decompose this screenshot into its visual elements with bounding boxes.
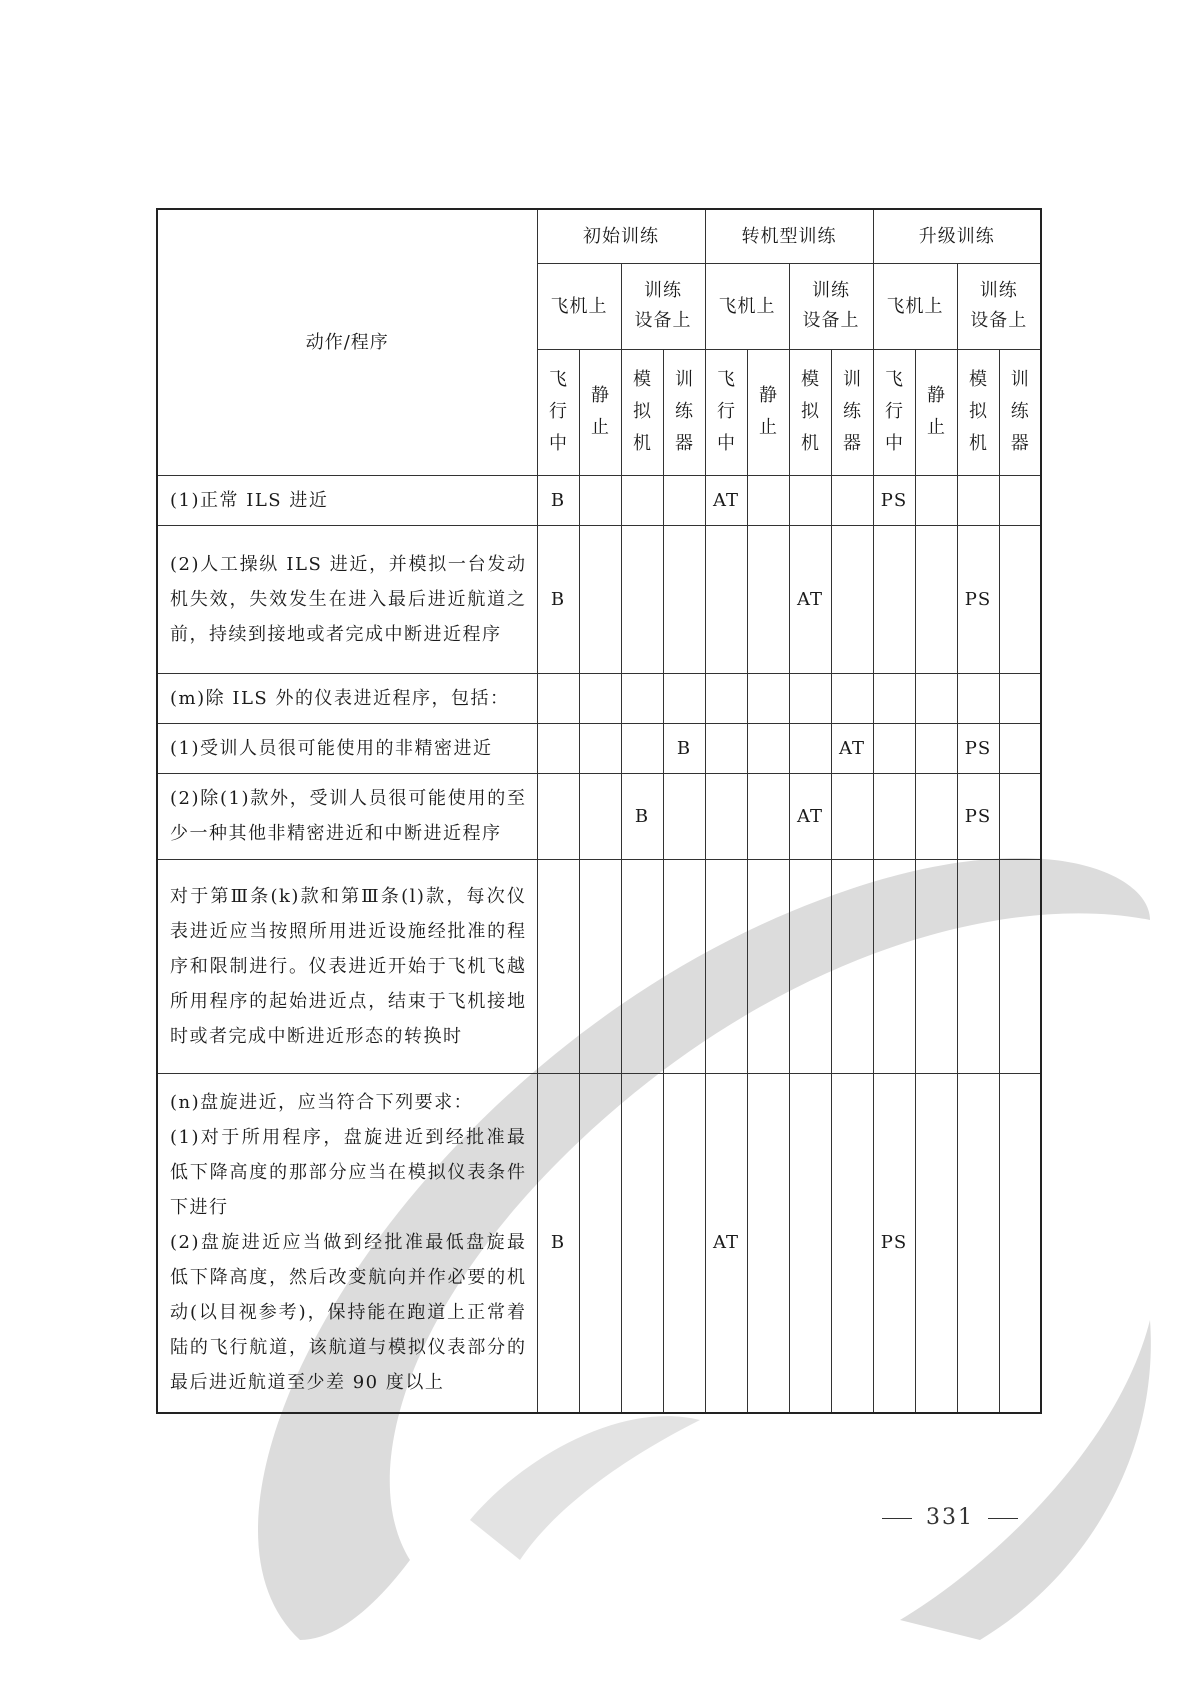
mark-cell bbox=[957, 475, 999, 525]
subheader-training-device bbox=[789, 263, 873, 349]
subheader-device-line: 设备上 bbox=[970, 310, 1028, 331]
leaf-header: 飞 行 中 bbox=[873, 349, 915, 475]
mark-cell bbox=[831, 773, 873, 859]
mark-cell bbox=[747, 859, 789, 1073]
action-cell bbox=[157, 1073, 537, 1413]
mark-cell bbox=[831, 673, 873, 723]
leaf-header: 静 止 bbox=[915, 349, 957, 475]
mark-cell bbox=[579, 723, 621, 773]
mark-cell: B bbox=[621, 773, 663, 859]
mark-cell bbox=[579, 475, 621, 525]
mark-cell bbox=[873, 859, 915, 1073]
mark-cell: B bbox=[537, 475, 579, 525]
mark-cell bbox=[747, 475, 789, 525]
mark-cell bbox=[831, 525, 873, 673]
mark-cell: AT bbox=[789, 525, 831, 673]
mark-cell bbox=[705, 859, 747, 1073]
leaf-header: 模 拟 机 bbox=[789, 349, 831, 475]
mark-cell bbox=[915, 525, 957, 673]
subheader-device-line: 训练 bbox=[812, 280, 850, 301]
mark-cell: PS bbox=[873, 1073, 915, 1413]
mark-cell: PS bbox=[957, 773, 999, 859]
action-column-header: 动作/程序 bbox=[157, 209, 537, 475]
training-table bbox=[156, 208, 1042, 1414]
mark-cell bbox=[915, 1073, 957, 1413]
mark-cell bbox=[789, 859, 831, 1073]
leaf-header: 飞 行 中 bbox=[537, 349, 579, 475]
group-header-initial: 初始训练 bbox=[537, 209, 705, 263]
mark-cell bbox=[705, 525, 747, 673]
mark-cell: AT bbox=[831, 723, 873, 773]
mark-cell bbox=[705, 723, 747, 773]
mark-cell bbox=[999, 475, 1041, 525]
leaf-header: 模 拟 机 bbox=[957, 349, 999, 475]
subheader-device-line: 训练 bbox=[979, 280, 1018, 301]
mark-cell bbox=[579, 1073, 621, 1413]
mark-cell bbox=[747, 525, 789, 673]
mark-cell bbox=[999, 673, 1041, 723]
mark-cell bbox=[579, 773, 621, 859]
mark-cell bbox=[957, 1073, 999, 1413]
leaf-header: 训 练 器 bbox=[663, 349, 705, 475]
mark-cell bbox=[999, 859, 1041, 1073]
mark-cell: AT bbox=[789, 773, 831, 859]
mark-cell bbox=[621, 525, 663, 673]
action-cell: (1)正常 ILS 进近 bbox=[157, 475, 537, 525]
mark-cell bbox=[999, 723, 1041, 773]
mark-cell bbox=[621, 859, 663, 1073]
subheader-device-line: 设备上 bbox=[802, 310, 860, 331]
mark-cell bbox=[663, 673, 705, 723]
action-cell: (2)人工操纵 ILS 进近，并模拟一台发动机失效，失效发生在进入最后进近航道之前，持续到接地或者完成中断进近程序 bbox=[157, 525, 537, 673]
mark-cell: B bbox=[537, 1073, 579, 1413]
leaf-header: 飞 行 中 bbox=[705, 349, 747, 475]
mark-cell bbox=[747, 1073, 789, 1413]
table-row bbox=[157, 859, 1041, 1073]
table-row bbox=[157, 1073, 1041, 1413]
mark-cell: PS bbox=[957, 723, 999, 773]
mark-cell bbox=[663, 525, 705, 673]
leaf-header: 模 拟 机 bbox=[621, 349, 663, 475]
mark-cell bbox=[663, 1073, 705, 1413]
mark-cell bbox=[915, 475, 957, 525]
mark-cell bbox=[747, 673, 789, 723]
action-line: (n)盘旋进近，应当符合下列要求： bbox=[170, 1092, 474, 1114]
mark-cell: AT bbox=[705, 1073, 747, 1413]
leaf-header: 静 止 bbox=[747, 349, 789, 475]
mark-cell bbox=[915, 723, 957, 773]
mark-cell bbox=[915, 859, 957, 1073]
mark-cell bbox=[831, 859, 873, 1073]
mark-cell bbox=[747, 773, 789, 859]
mark-cell bbox=[915, 673, 957, 723]
subheader-aircraft: 飞机上 bbox=[873, 263, 957, 349]
mark-cell: PS bbox=[873, 475, 915, 525]
mark-cell bbox=[789, 475, 831, 525]
leaf-header: 静 止 bbox=[579, 349, 621, 475]
leaf-header: 训 练 器 bbox=[999, 349, 1041, 475]
table-row bbox=[157, 773, 1041, 859]
action-cell: (1)受训人员很可能使用的非精密进近 bbox=[157, 723, 537, 773]
mark-cell bbox=[705, 773, 747, 859]
mark-cell: B bbox=[663, 723, 705, 773]
action-cell: (2)除(1)款外，受训人员很可能使用的至少一种其他非精密进近和中断进近程序 bbox=[157, 773, 537, 859]
subheader-device-line: 训练 bbox=[644, 280, 682, 301]
mark-cell bbox=[873, 723, 915, 773]
mark-cell bbox=[789, 1073, 831, 1413]
action-line: (2)盘旋进近应当做到经批准最低盘旋最低下降高度，然后改变航向并作必要的机动(以目视参考)，保持能在跑道上正常着陆的飞行航道，该航道与模拟仪表部分的最后进近航道至少差 90 度以上 bbox=[170, 1232, 527, 1394]
table-row bbox=[157, 723, 1041, 773]
mark-cell: B bbox=[537, 525, 579, 673]
mark-cell bbox=[747, 723, 789, 773]
mark-cell bbox=[621, 475, 663, 525]
mark-cell bbox=[579, 859, 621, 1073]
mark-cell bbox=[999, 773, 1041, 859]
page-number: 331 bbox=[860, 1505, 1040, 1530]
mark-cell bbox=[537, 723, 579, 773]
table-row bbox=[157, 673, 1041, 723]
subheader-aircraft: 飞机上 bbox=[537, 263, 621, 349]
subheader-device-line: 设备上 bbox=[634, 310, 692, 331]
action-cell: (m)除 ILS 外的仪表进近程序，包括： bbox=[157, 673, 537, 723]
mark-cell bbox=[537, 673, 579, 723]
mark-cell bbox=[663, 475, 705, 525]
mark-cell bbox=[621, 673, 663, 723]
mark-cell bbox=[915, 773, 957, 859]
mark-cell bbox=[789, 723, 831, 773]
mark-cell bbox=[831, 1073, 873, 1413]
mark-cell bbox=[957, 673, 999, 723]
mark-cell bbox=[957, 859, 999, 1073]
mark-cell: AT bbox=[705, 475, 747, 525]
mark-cell bbox=[579, 525, 621, 673]
mark-cell: PS bbox=[957, 525, 999, 673]
mark-cell bbox=[621, 1073, 663, 1413]
mark-cell bbox=[621, 723, 663, 773]
mark-cell bbox=[663, 773, 705, 859]
group-header-transition: 转机型训练 bbox=[705, 209, 873, 263]
mark-cell bbox=[789, 673, 831, 723]
subheader-aircraft: 飞机上 bbox=[705, 263, 789, 349]
table-row bbox=[157, 475, 1041, 525]
group-header-upgrade: 升级训练 bbox=[873, 209, 1041, 263]
subheader-training-device bbox=[621, 263, 705, 349]
table-row bbox=[157, 525, 1041, 673]
mark-cell bbox=[537, 773, 579, 859]
mark-cell bbox=[873, 525, 915, 673]
mark-cell bbox=[999, 525, 1041, 673]
leaf-header: 训 练 器 bbox=[831, 349, 873, 475]
action-cell: 对于第Ⅲ条(k)款和第Ⅲ条(l)款，每次仪表进近应当按照所用进近设施经批准的程序和限制进行。仪表进近开始于飞机飞越所用程序的起始进近点，结束于飞机接地时或者完成中断进近形态的转换时 bbox=[157, 859, 537, 1073]
mark-cell bbox=[705, 673, 747, 723]
mark-cell bbox=[999, 1073, 1041, 1413]
mark-cell bbox=[873, 673, 915, 723]
mark-cell bbox=[537, 859, 579, 1073]
action-line: (1)对于所用程序，盘旋进近到经批准最低下降高度的那部分应当在模拟仪表条件下进行 bbox=[170, 1127, 527, 1219]
subheader-training-device bbox=[957, 263, 1041, 349]
mark-cell bbox=[579, 673, 621, 723]
mark-cell bbox=[831, 475, 873, 525]
mark-cell bbox=[663, 859, 705, 1073]
mark-cell bbox=[873, 773, 915, 859]
